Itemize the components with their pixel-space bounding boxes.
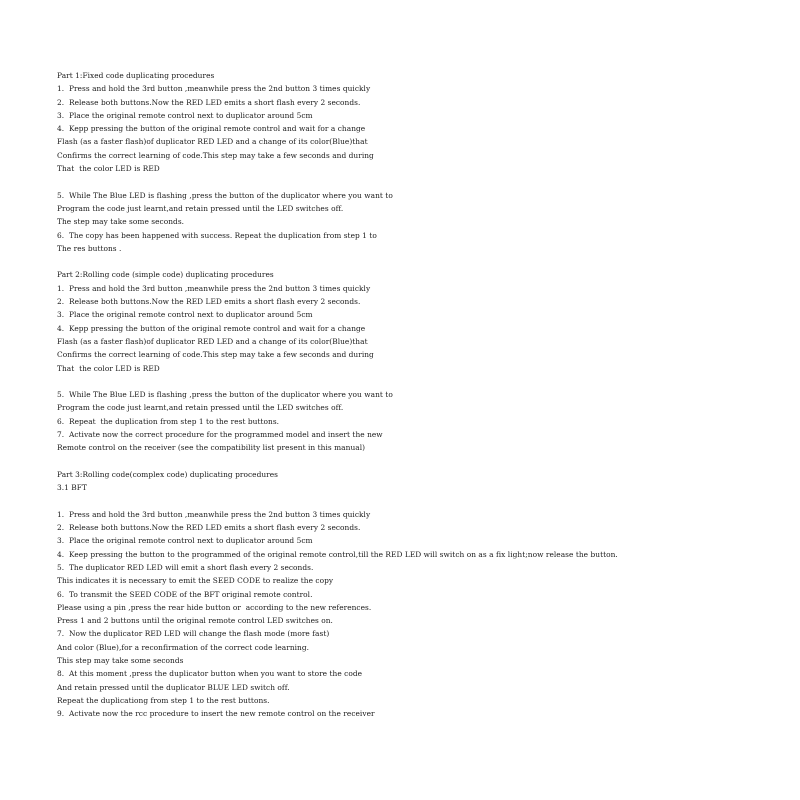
part1-line: Program the code just learnt,and retain pressed until the LED switches off. xyxy=(57,203,344,213)
part3-line: Press 1 and 2 buttons until the original remote control LED switches on. xyxy=(57,616,333,626)
part2-line: 4. Kepp pressing the button of the original remote control and wait for a change xyxy=(57,323,366,333)
part1-line: 5. While The Blue LED is flashing ,press the button of the duplicator where you want to xyxy=(57,190,393,200)
blank-line xyxy=(57,375,787,388)
part3-line: Repeat the duplicationg from step 1 to the rest buttons. xyxy=(57,695,270,705)
part1-heading: Part 1:Fixed code duplicating procedures xyxy=(57,71,215,80)
part3-subheading: 3.1 BFT xyxy=(57,483,87,493)
part2-line: 3. Place the original remote control next to duplicator around 5cm xyxy=(57,310,313,320)
part3-line: This indicates it is necessary to emit the SEED CODE to realize the copy xyxy=(57,576,334,586)
part3-line: 4. Keep pressing the button to the programmed of the original remote control,till the RED LED will switch on as a fix light;now release the button. xyxy=(57,549,618,559)
part2-line: 5. While The Blue LED is flashing ,press the button of the duplicator where you want to xyxy=(57,390,393,400)
part1-line: Confirms the correct learning of code.This step may take a few seconds and during xyxy=(57,150,374,160)
part1-line: 1. Press and hold the 3rd button ,meanwhile press the 2nd button 3 times quickly xyxy=(57,84,371,94)
part2-line: Program the code just learnt,and retain pressed until the LED switches off. xyxy=(57,403,344,413)
part3-line: 5. The duplicator RED LED will emit a short flash every 2 seconds. xyxy=(57,562,314,572)
part3-line: 8. At this moment ,press the duplicator button when you want to store the code xyxy=(57,669,363,679)
part1-line: Flash (as a faster flash)of duplicator RED LED and a change of its color(Blue)that xyxy=(57,137,368,147)
part1-line: The res buttons . xyxy=(57,243,122,253)
part2-line: Remote control on the receiver (see the compatibility list present in this manual) xyxy=(57,443,366,453)
part1-line: 4. Kepp pressing the button of the original remote control and wait for a change xyxy=(57,124,366,134)
part3-line: 9. Activate now the rcc procedure to insert the new remote control on the receiver xyxy=(57,709,375,719)
part3-line: 1. Press and hold the 3rd button ,meanwhile press the 2nd button 3 times quickly xyxy=(57,509,371,519)
part3-line: 2. Release both buttons.Now the RED LED emits a short flash every 2 seconds. xyxy=(57,523,361,533)
blank-line xyxy=(57,175,787,188)
blank-line xyxy=(57,255,787,268)
part1-line: That the color LED is RED xyxy=(57,164,160,174)
blank-line xyxy=(57,495,787,508)
part3-line: And retain pressed until the duplicator BLUE LED switch off. xyxy=(57,682,290,692)
part3-line: And color (Blue),for a reconfirmation of the correct code learning. xyxy=(57,642,310,652)
part3-heading: Part 3:Rolling code(complex code) duplicating procedures xyxy=(57,469,279,479)
part2-line: 7. Activate now the correct procedure for the programmed model and insert the new xyxy=(57,430,383,440)
part3-line: Please using a pin ,press the rear hide button or according to the new references. xyxy=(57,602,372,612)
part2-line: 2. Release both buttons.Now the RED LED emits a short flash every 2 seconds. xyxy=(57,297,361,307)
part2-line: 6. Repeat the duplication from step 1 to the rest buttons. xyxy=(57,416,280,426)
part3-line: 6. To transmit the SEED CODE of the BFT original remote control. xyxy=(57,589,313,599)
part2-line: Confirms the correct learning of code.This step may take a few seconds and during xyxy=(57,350,374,360)
blank-line xyxy=(57,455,787,468)
part3-line: This step may take some seconds xyxy=(57,656,184,666)
part1-line: The step may take some seconds. xyxy=(57,217,185,227)
manual-text xyxy=(57,69,787,721)
part2-line: Flash (as a faster flash)of duplicator RED LED and a change of its color(Blue)that xyxy=(57,336,368,346)
part2-heading: Part 2:Rolling code (simple code) duplicating procedures xyxy=(57,270,274,280)
part3-line: 3. Place the original remote control next to duplicator around 5cm xyxy=(57,536,313,546)
part2-line: That the color LED is RED xyxy=(57,363,160,373)
part1-line: 2. Release both buttons.Now the RED LED emits a short flash every 2 seconds. xyxy=(57,97,361,107)
part1-line: 3. Place the original remote control next to duplicator around 5cm xyxy=(57,110,313,120)
part2-line: 1. Press and hold the 3rd button ,meanwhile press the 2nd button 3 times quickly xyxy=(57,283,371,293)
part1-line: 6. The copy has been happened with success. Repeat the duplication from step 1 to xyxy=(57,230,377,240)
part3-line: 7. Now the duplicator RED LED will change the flash mode (more fast) xyxy=(57,629,330,639)
